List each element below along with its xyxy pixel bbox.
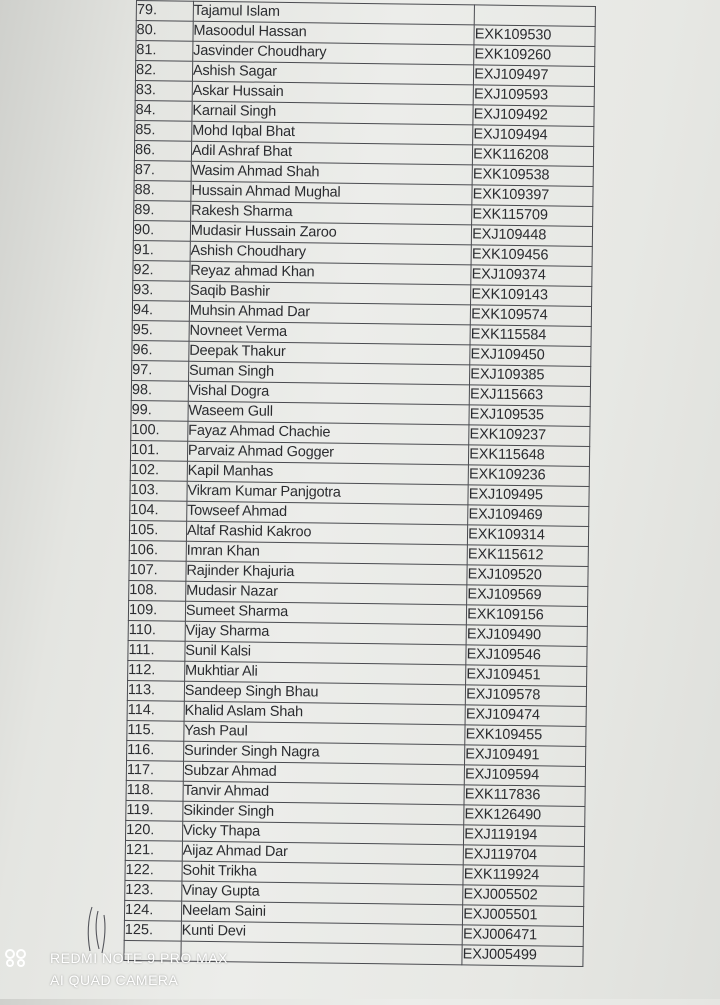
serial-number: 90. — [133, 220, 190, 241]
serial-number: 85. — [135, 120, 192, 141]
person-name: Vikram Kumar Panjgotra — [187, 481, 469, 505]
quad-camera-icon — [4, 949, 42, 967]
employee-code: EXJ109450 — [470, 345, 591, 367]
employee-code: EXJ119194 — [464, 825, 585, 847]
serial-number: 84. — [135, 100, 192, 121]
watermark-line-1: REDMI NOTE 9 PRO MAX — [50, 950, 229, 966]
serial-number: 86. — [134, 140, 191, 161]
person-name: Masoodul Hassan — [193, 21, 475, 45]
person-name: Rakesh Sharma — [190, 201, 472, 225]
person-name: Suman Singh — [188, 361, 470, 385]
employee-code: EXK109156 — [467, 605, 588, 627]
serial-number: 113. — [127, 680, 184, 701]
serial-number: 107. — [129, 560, 186, 581]
employee-code: EXJ109469 — [468, 505, 589, 527]
employee-code: EXK119924 — [463, 865, 584, 887]
serial-number: 81. — [136, 41, 193, 62]
person-name: Surinder Singh Nagra — [183, 741, 465, 765]
employee-code: EXJ109497 — [474, 65, 595, 87]
employee-code: EXJ109474 — [465, 705, 586, 727]
employee-code: EXK115648 — [469, 445, 590, 467]
person-name: Aijaz Ahmad Dar — [182, 841, 464, 865]
employee-code: EXJ109374 — [471, 265, 592, 287]
person-name: Ashish Sagar — [192, 61, 474, 85]
serial-number: 115. — [127, 720, 184, 741]
serial-number: 97. — [132, 360, 189, 381]
serial-number: 96. — [132, 340, 189, 361]
person-name: Towseef Ahmad — [187, 501, 469, 525]
serial-number: 92. — [133, 260, 190, 281]
serial-number: 101. — [130, 440, 187, 461]
employee-code: EXJ115663 — [469, 385, 590, 407]
serial-number: 120. — [125, 820, 182, 841]
person-name: Mudasir Nazar — [185, 581, 467, 605]
person-name: Hussain Ahmad Mughal — [191, 181, 473, 205]
person-name: Fayaz Ahmad Chachie — [188, 421, 470, 445]
roster-table — [123, 0, 596, 967]
employee-code: EXK109530 — [474, 25, 595, 47]
employee-code: EXJ005499 — [462, 945, 583, 967]
serial-number: 87. — [134, 160, 191, 181]
serial-number: 83. — [135, 80, 192, 101]
serial-number: 108. — [129, 580, 186, 601]
person-name: Vinay Gupta — [182, 881, 464, 905]
employee-code: EXK109236 — [468, 465, 589, 487]
person-name: Tajamul Islam — [193, 1, 475, 25]
person-name: Rajinder Khajuria — [186, 561, 468, 585]
employee-code: EXJ109535 — [469, 405, 590, 427]
person-name: Sohit Trikha — [182, 861, 464, 885]
person-name: Vijay Sharma — [185, 621, 467, 645]
serial-number: 102. — [130, 460, 187, 481]
employee-code: EXJ109546 — [466, 645, 587, 667]
employee-code: EXK117836 — [464, 785, 585, 807]
person-name: Kunti Devi — [181, 921, 463, 945]
person-name: Sunil Kalsi — [185, 641, 467, 665]
person-name: Wasim Ahmad Shah — [191, 161, 473, 185]
person-name: Askar Hussain — [192, 81, 474, 105]
employee-code — [474, 5, 595, 27]
person-name: Jasvinder Choudhary — [193, 41, 475, 65]
serial-number: 89. — [134, 200, 191, 221]
serial-number: 82. — [135, 61, 192, 82]
person-name: Yash Paul — [184, 721, 466, 745]
serial-number: 99. — [131, 400, 188, 421]
person-name: Khalid Aslam Shah — [184, 701, 466, 725]
employee-code: EXK109455 — [465, 725, 586, 747]
serial-number: 103. — [130, 480, 187, 501]
person-name: Waseem Gull — [188, 401, 470, 425]
employee-code: EXJ005501 — [463, 905, 584, 927]
employee-code: EXK126490 — [464, 805, 585, 827]
serial-number: 80. — [136, 21, 193, 42]
employee-code: EXJ109492 — [473, 105, 594, 127]
employee-code: EXK109143 — [471, 285, 592, 307]
serial-number: 110. — [128, 620, 185, 641]
employee-code: EXK115612 — [467, 545, 588, 567]
person-name: Ashish Choudhary — [190, 241, 472, 265]
employee-code: EXJ109494 — [473, 125, 594, 147]
person-name: Parvaiz Ahmad Gogger — [187, 441, 469, 465]
person-name: Novneet Verma — [189, 321, 471, 345]
serial-number: 98. — [131, 380, 188, 401]
person-name: Deepak Thakur — [189, 341, 471, 365]
person-name: Sikinder Singh — [183, 801, 465, 825]
person-name: Saqib Bashir — [189, 281, 471, 305]
person-name: Mukhtiar Ali — [184, 661, 466, 685]
employee-code: EXJ109495 — [468, 485, 589, 507]
serial-number: 118. — [126, 780, 183, 801]
employee-code: EXJ119704 — [463, 845, 584, 867]
employee-code: EXJ109385 — [470, 365, 591, 387]
employee-code: EXJ005502 — [463, 885, 584, 907]
document-sheet — [123, 0, 596, 1005]
serial-number: 123. — [125, 880, 182, 901]
employee-code: EXK109260 — [474, 45, 595, 67]
employee-code: EXK109574 — [470, 305, 591, 327]
serial-number: 93. — [133, 280, 190, 301]
serial-number: 119. — [126, 800, 183, 821]
employee-code: EXK115584 — [470, 325, 591, 347]
serial-number: 124. — [124, 900, 181, 921]
serial-number: 117. — [126, 760, 183, 781]
serial-number: 104. — [130, 500, 187, 521]
person-name: Karnail Singh — [192, 101, 474, 125]
serial-number: 91. — [133, 240, 190, 261]
person-name: Mudasir Hussain Zaroo — [190, 221, 472, 245]
person-name: Sandeep Singh Bhau — [184, 681, 466, 705]
employee-code: EXJ109490 — [466, 625, 587, 647]
employee-code: EXJ006471 — [462, 925, 583, 947]
employee-code: EXJ109594 — [464, 765, 585, 787]
employee-code: EXK109538 — [472, 165, 593, 187]
employee-code: EXK109237 — [469, 425, 590, 447]
employee-code: EXK115709 — [472, 205, 593, 227]
serial-number: 112. — [128, 660, 185, 681]
employee-code: EXJ109569 — [467, 585, 588, 607]
person-name: Reyaz ahmad Khan — [190, 261, 472, 285]
employee-code: EXK109456 — [471, 245, 592, 267]
serial-number: 121. — [125, 840, 182, 861]
serial-number: 94. — [132, 300, 189, 321]
serial-number: 122. — [125, 860, 182, 881]
employee-code: EXJ109578 — [466, 685, 587, 707]
serial-number: 116. — [127, 740, 184, 761]
employee-code: EXJ109593 — [473, 85, 594, 107]
serial-number: 100. — [131, 420, 188, 441]
person-name: Kapil Manhas — [187, 461, 469, 485]
person-name: Vicky Thapa — [182, 821, 464, 845]
employee-code: EXJ109491 — [465, 745, 586, 767]
serial-number: 88. — [134, 180, 191, 201]
camera-watermark — [4, 947, 228, 991]
person-name: Mohd Iqbal Bhat — [192, 121, 474, 145]
serial-number: 95. — [132, 320, 189, 341]
serial-number: 125. — [124, 920, 181, 941]
person-name: Subzar Ahmad — [183, 761, 465, 785]
person-name: Muhsin Ahmad Dar — [189, 301, 471, 325]
watermark-line-2: AI QUAD CAMERA — [50, 972, 179, 988]
serial-number: 105. — [129, 520, 186, 541]
serial-number: 106. — [129, 540, 186, 561]
employee-code: EXK109397 — [472, 185, 593, 207]
employee-code: EXJ109448 — [472, 225, 593, 247]
serial-number: 79. — [136, 1, 193, 22]
person-name: Sumeet Sharma — [185, 601, 467, 625]
person-name: Tanvir Ahmad — [183, 781, 465, 805]
person-name: Imran Khan — [186, 541, 468, 565]
employee-code: EXK116208 — [473, 145, 594, 167]
person-name: Altaf Rashid Kakroo — [186, 521, 468, 545]
employee-code: EXJ109520 — [467, 565, 588, 587]
serial-number: 114. — [127, 700, 184, 721]
employee-code: EXK109314 — [468, 525, 589, 547]
employee-code: EXJ109451 — [466, 665, 587, 687]
roster-body — [124, 1, 596, 967]
person-name: Vishal Dogra — [188, 381, 470, 405]
serial-number: 109. — [128, 600, 185, 621]
person-name: Adil Ashraf Bhat — [191, 141, 473, 165]
person-name: Neelam Saini — [181, 901, 463, 925]
serial-number: 111. — [128, 640, 185, 661]
